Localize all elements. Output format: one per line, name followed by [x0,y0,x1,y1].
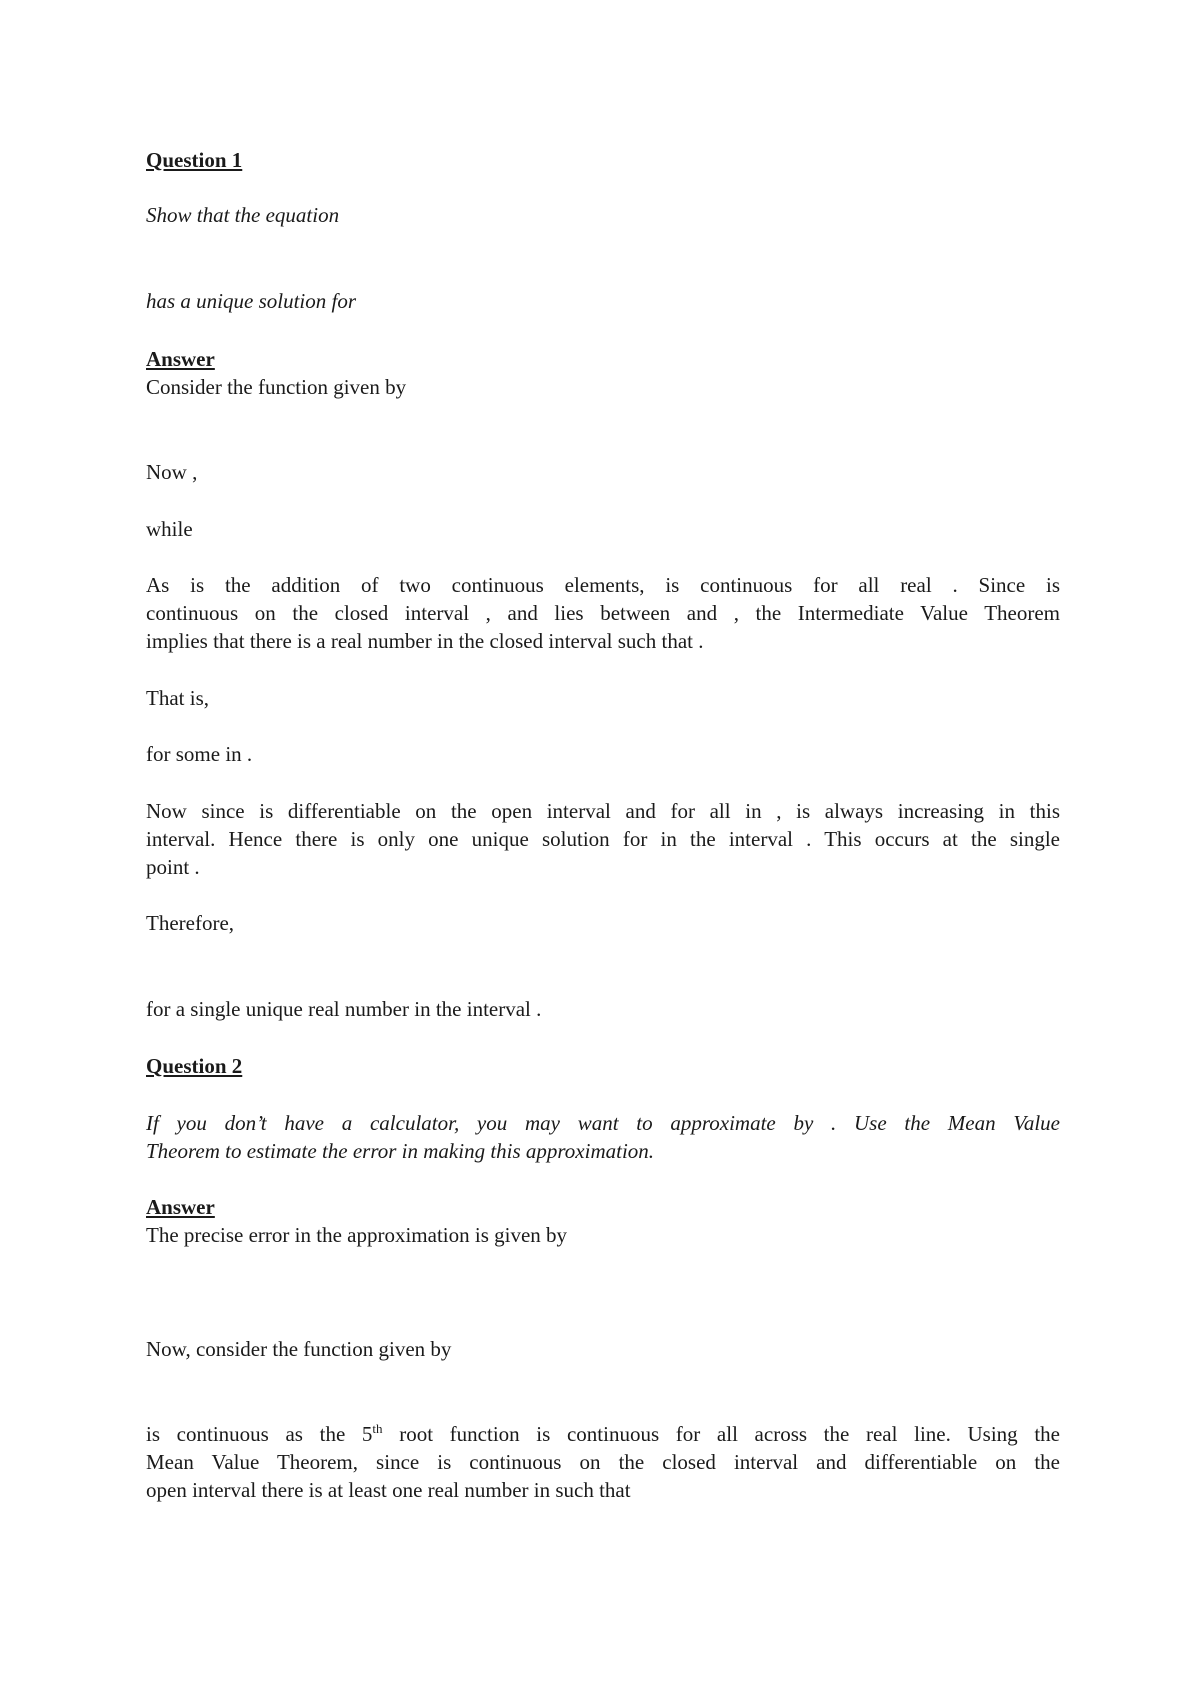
question-2-answer-heading: Answer [146,1195,215,1219]
paragraph-2-line-3: point . [146,855,200,879]
now-line: Now , [146,460,198,484]
while-line: while [146,517,193,541]
question-1-answer-intro: Consider the function given by [146,375,407,399]
paragraph-text-part-b: root function is continuous for all across the real line. Using the [382,1422,1060,1446]
question-2-prompt-line-2: Theorem to estimate the error in making this approximation. [146,1139,655,1163]
for-some-line: for some in . [146,742,253,766]
question-2-consider-line: Now, consider the function given by [146,1337,452,1361]
question-1-prompt-line-2: has a unique solution for [146,289,357,313]
question-2-prompt-line-1: If you don’t have a calculator, you may want to approximate by . Use the Mean Value [146,1111,1060,1135]
paragraph-1-line-2: continuous on the closed interval , and lies between and , the Intermediate Value Theorem [146,601,1060,625]
question-1-conclusion: for a single unique real number in the interval . [146,997,542,1021]
paragraph-2-line-1: Now since is differentiable on the open interval and for all in , is always increasing in this [146,799,1060,823]
question-2-answer-intro: The precise error in the approximation is given by [146,1223,568,1247]
therefore-line: Therefore, [146,911,235,935]
question-1-answer-heading: Answer [146,347,215,371]
question-2-paragraph-line-3: open interval there is at least one real number in such that [146,1478,631,1502]
question-1-prompt-line-1: Show that the equation [146,203,340,227]
question-2-paragraph-line-1 [146,1420,1060,1448]
that-is-line: That is, [146,686,209,710]
paragraph-text-part-a: is continuous as the 5 [146,1422,373,1446]
question-1-heading: Question 1 [146,148,243,172]
paragraph-2-line-2: interval. Hence there is only one unique solution for in the interval . This occurs at the single [146,827,1060,851]
ordinal-superscript: th [372,1421,383,1436]
paragraph-1-line-1: As is the addition of two continuous elements, is continuous for all real . Since is [146,573,1060,597]
question-2-heading: Question 2 [146,1054,243,1078]
question-2-paragraph-line-2: Mean Value Theorem, since is continuous on the closed interval and differentiable on the [146,1450,1060,1474]
paragraph-1-line-3: implies that there is a real number in the closed interval such that . [146,629,704,653]
